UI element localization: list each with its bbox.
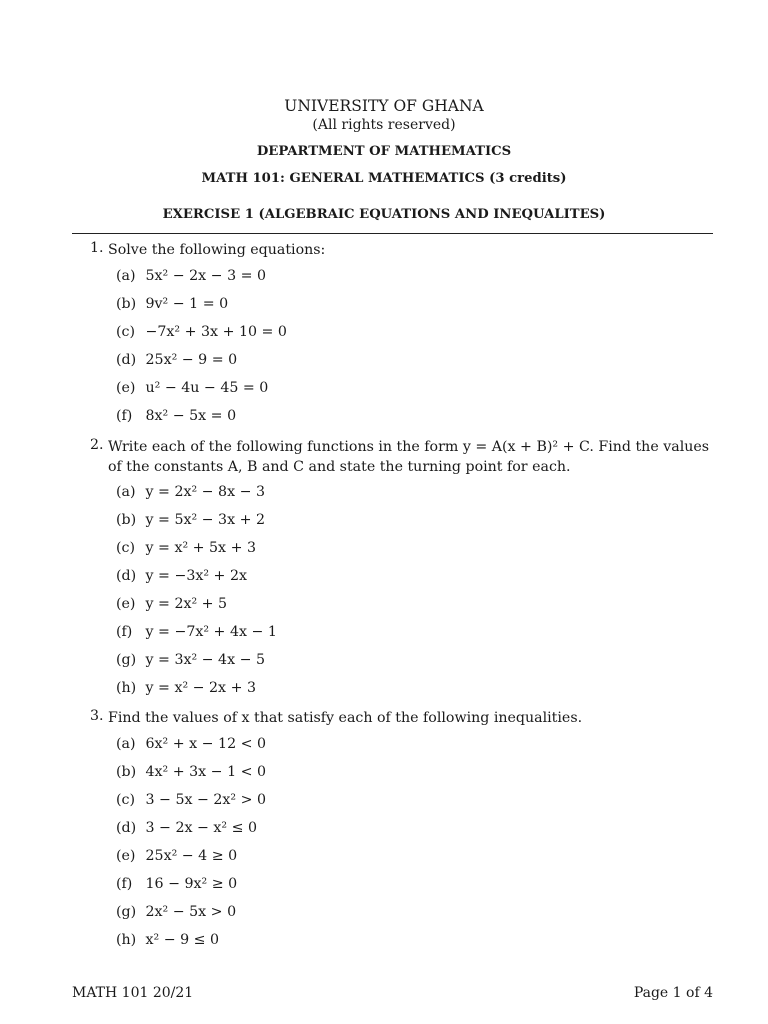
item-label: (h) xyxy=(116,932,137,948)
question-item xyxy=(116,352,237,368)
question-item xyxy=(116,876,237,892)
question-item xyxy=(116,596,227,612)
department-title: DEPARTMENT OF MATHEMATICS xyxy=(256,144,512,159)
question-item xyxy=(116,764,266,780)
item-label: (e) xyxy=(116,596,136,612)
item-label: (b) xyxy=(116,296,137,312)
item-label: (h) xyxy=(116,680,137,696)
item-label: (c) xyxy=(116,540,136,556)
question-item xyxy=(116,652,265,668)
question-item xyxy=(116,484,265,500)
item-expression: y = 2x² + 5 xyxy=(145,596,228,612)
item-expression: 3 − 5x − 2x² > 0 xyxy=(145,792,267,808)
footer-page-number: Page 1 of 4 xyxy=(633,985,713,1001)
item-expression: 4x² + 3x − 1 < 0 xyxy=(145,764,267,780)
item-expression: 25x² − 4 ≥ 0 xyxy=(145,848,238,864)
exercise-title: EXERCISE 1 (ALGEBRAIC EQUATIONS AND INEQUALITES) xyxy=(162,207,606,222)
item-expression: 3 − 2x − x² ≤ 0 xyxy=(145,820,258,836)
item-expression: y = x² − 2x + 3 xyxy=(145,680,256,696)
question-item xyxy=(116,904,236,920)
question-item xyxy=(116,736,266,752)
question-item xyxy=(116,408,236,424)
question-item xyxy=(116,848,237,864)
item-label: (e) xyxy=(116,848,136,864)
item-label: (f) xyxy=(116,876,133,892)
item-label: (c) xyxy=(116,792,136,808)
item-label: (a) xyxy=(116,484,136,500)
item-label: (b) xyxy=(116,764,137,780)
item-label: (a) xyxy=(116,268,136,284)
item-label: (f) xyxy=(116,408,133,424)
question-number: 3. xyxy=(90,708,104,724)
item-expression: y = x² + 5x + 3 xyxy=(145,540,256,556)
question-item xyxy=(116,268,266,284)
item-label: (c) xyxy=(116,324,136,340)
item-label: (g) xyxy=(116,652,137,668)
footer-course-code: MATH 101 20/21 xyxy=(72,985,194,1001)
question-item xyxy=(116,820,257,836)
item-expression: u² − 4u − 45 = 0 xyxy=(145,380,269,396)
question-item xyxy=(116,380,268,396)
item-expression: y = 5x² − 3x + 2 xyxy=(145,512,266,528)
question-number: 1. xyxy=(90,240,104,256)
question-item xyxy=(116,540,256,556)
question-item xyxy=(116,680,256,696)
item-label: (e) xyxy=(116,380,136,396)
item-expression: 16 − 9x² ≥ 0 xyxy=(145,876,238,892)
item-expression: y = −7x² + 4x − 1 xyxy=(145,624,277,640)
item-expression: 5x² − 2x − 3 = 0 xyxy=(145,268,267,284)
course-title: MATH 101: GENERAL MATHEMATICS (3 credits) xyxy=(201,171,567,186)
item-label: (a) xyxy=(116,736,136,752)
item-expression: 25x² − 9 = 0 xyxy=(145,352,238,368)
question-text: Find the values of x that satisfy each of the following inequalities. xyxy=(108,710,583,726)
item-expression: x² − 9 ≤ 0 xyxy=(145,932,220,948)
question-item xyxy=(116,624,277,640)
rights-notice: (All rights reserved) xyxy=(312,117,456,133)
item-expression: 8x² − 5x = 0 xyxy=(145,408,237,424)
question-item xyxy=(116,324,287,340)
question-item xyxy=(116,932,219,948)
item-expression: 9v² − 1 = 0 xyxy=(145,296,229,312)
question-item xyxy=(116,568,247,584)
question-text: Write each of the following functions in the form y = A(x + B)² + C. Find the values of the constants A, B and C and state the turning point for each. xyxy=(108,439,710,475)
question-item xyxy=(116,792,266,808)
item-expression: 2x² − 5x > 0 xyxy=(145,904,237,920)
item-expression: y = 3x² − 4x − 5 xyxy=(145,652,266,668)
university-title: UNIVERSITY OF GHANA xyxy=(284,97,484,115)
item-label: (b) xyxy=(116,512,137,528)
item-label: (g) xyxy=(116,904,137,920)
item-expression: y = −3x² + 2x xyxy=(145,568,247,584)
question-text: Solve the following equations: xyxy=(108,242,326,258)
item-expression: y = 2x² − 8x − 3 xyxy=(145,484,266,500)
header-divider xyxy=(72,233,713,234)
item-label: (d) xyxy=(116,352,137,368)
question-number: 2. xyxy=(90,437,104,453)
item-expression: −7x² + 3x + 10 = 0 xyxy=(145,324,287,340)
item-label: (d) xyxy=(116,820,137,836)
question-item xyxy=(116,512,265,528)
item-label: (d) xyxy=(116,568,137,584)
question-item xyxy=(116,296,228,312)
item-expression: 6x² + x − 12 < 0 xyxy=(145,736,267,752)
item-label: (f) xyxy=(116,624,133,640)
